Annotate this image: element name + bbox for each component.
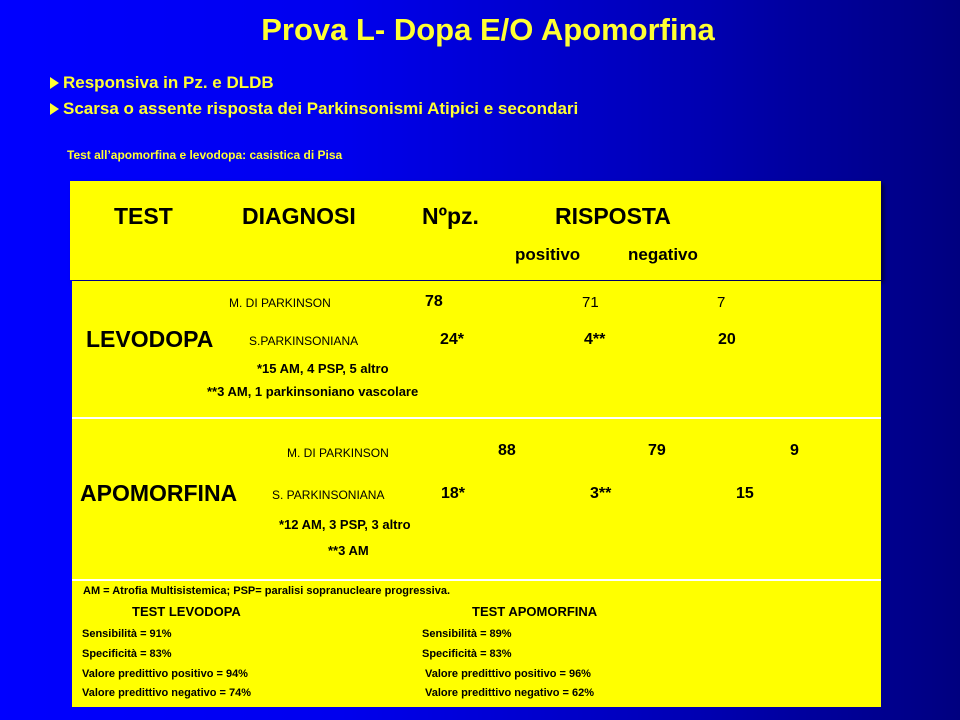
levodopa-specificita: Specificità = 83% [82, 648, 172, 660]
levodopa-row1-negativo: 7 [717, 294, 726, 311]
statistics-section [72, 581, 881, 707]
levodopa-row2-negativo: 20 [718, 331, 736, 348]
apomorfina-section [72, 419, 881, 579]
apomorfina-row2-npz: 18* [441, 485, 466, 502]
levodopa-row2-positivo: 4** [584, 331, 606, 348]
bullet-item [50, 99, 578, 119]
levodopa-row1-npz: 78 [425, 293, 443, 310]
arrow-bullet-icon [50, 103, 59, 115]
header-npz: Nºpz. [422, 203, 479, 229]
bullet-text: Responsiva in Pz. e DLDB [63, 73, 274, 92]
header-test: TEST [114, 203, 173, 229]
apomorfina-row2-negativo: 15 [736, 485, 754, 502]
bullet-text: Scarsa o assente risposta dei Parkinsonismi Atipici e secondari [63, 99, 579, 118]
levodopa-row1-diagnosi: M. DI PARKINSON [229, 296, 331, 310]
bullet-item [50, 73, 274, 93]
levodopa-note-2: **3 AM, 1 parkinsoniano vascolare [207, 384, 419, 399]
header-diagnosi: DIAGNOSI [242, 203, 356, 229]
levodopa-stats-title: TEST LEVODOPA [132, 604, 241, 619]
slide-title: Prova L- Dopa E/O Apomorfina [261, 12, 715, 47]
levodopa-test-label: LEVODOPA [86, 326, 214, 352]
apomorfina-row2-positivo: 3** [590, 485, 612, 502]
levodopa-vpn: Valore predittivo negativo = 74% [82, 687, 252, 699]
levodopa-row2-npz: 24* [440, 331, 465, 348]
apomorfina-row1-negativo: 9 [790, 442, 799, 459]
header-risposta: RISPOSTA [555, 203, 671, 229]
apomorfina-row2-diagnosi: S. PARKINSONIANA [272, 488, 385, 502]
levodopa-note-1: *15 AM, 4 PSP, 5 altro [257, 361, 389, 376]
levodopa-vpp: Valore predittivo positivo = 94% [82, 668, 248, 680]
arrow-bullet-icon [50, 77, 59, 89]
header-negativo: negativo [628, 245, 698, 264]
levodopa-row1-positivo: 71 [582, 294, 599, 311]
apomorfina-test-label: APOMORFINA [80, 480, 238, 506]
levodopa-sensibilita: Sensibilità = 91% [82, 628, 172, 640]
apomorfina-note-1: *12 AM, 3 PSP, 3 altro [279, 517, 411, 532]
apomorfina-row1-diagnosi: M. DI PARKINSON [287, 446, 389, 460]
table-header [70, 181, 881, 280]
table-caption: Test all’apomorfina e levodopa: casistica di Pisa [67, 148, 343, 162]
apomorfina-stats-title: TEST APOMORFINA [472, 604, 598, 619]
apomorfina-row1-positivo: 79 [648, 442, 666, 459]
apomorfina-note-2: **3 AM [328, 543, 369, 558]
abbreviations-legend: AM = Atrofia Multisistemica; PSP= paralisi sopranucleare progressiva. [83, 585, 451, 597]
apomorfina-sensibilita: Sensibilità = 89% [422, 628, 512, 640]
apomorfina-specificita: Specificità = 83% [422, 648, 512, 660]
apomorfina-vpp: Valore predittivo positivo = 96% [425, 668, 591, 680]
levodopa-row2-diagnosi: S.PARKINSONIANA [249, 334, 359, 348]
apomorfina-vpn: Valore predittivo negativo = 62% [425, 687, 595, 699]
apomorfina-row1-npz: 88 [498, 442, 516, 459]
header-positivo: positivo [515, 245, 581, 264]
levodopa-section [72, 281, 881, 417]
